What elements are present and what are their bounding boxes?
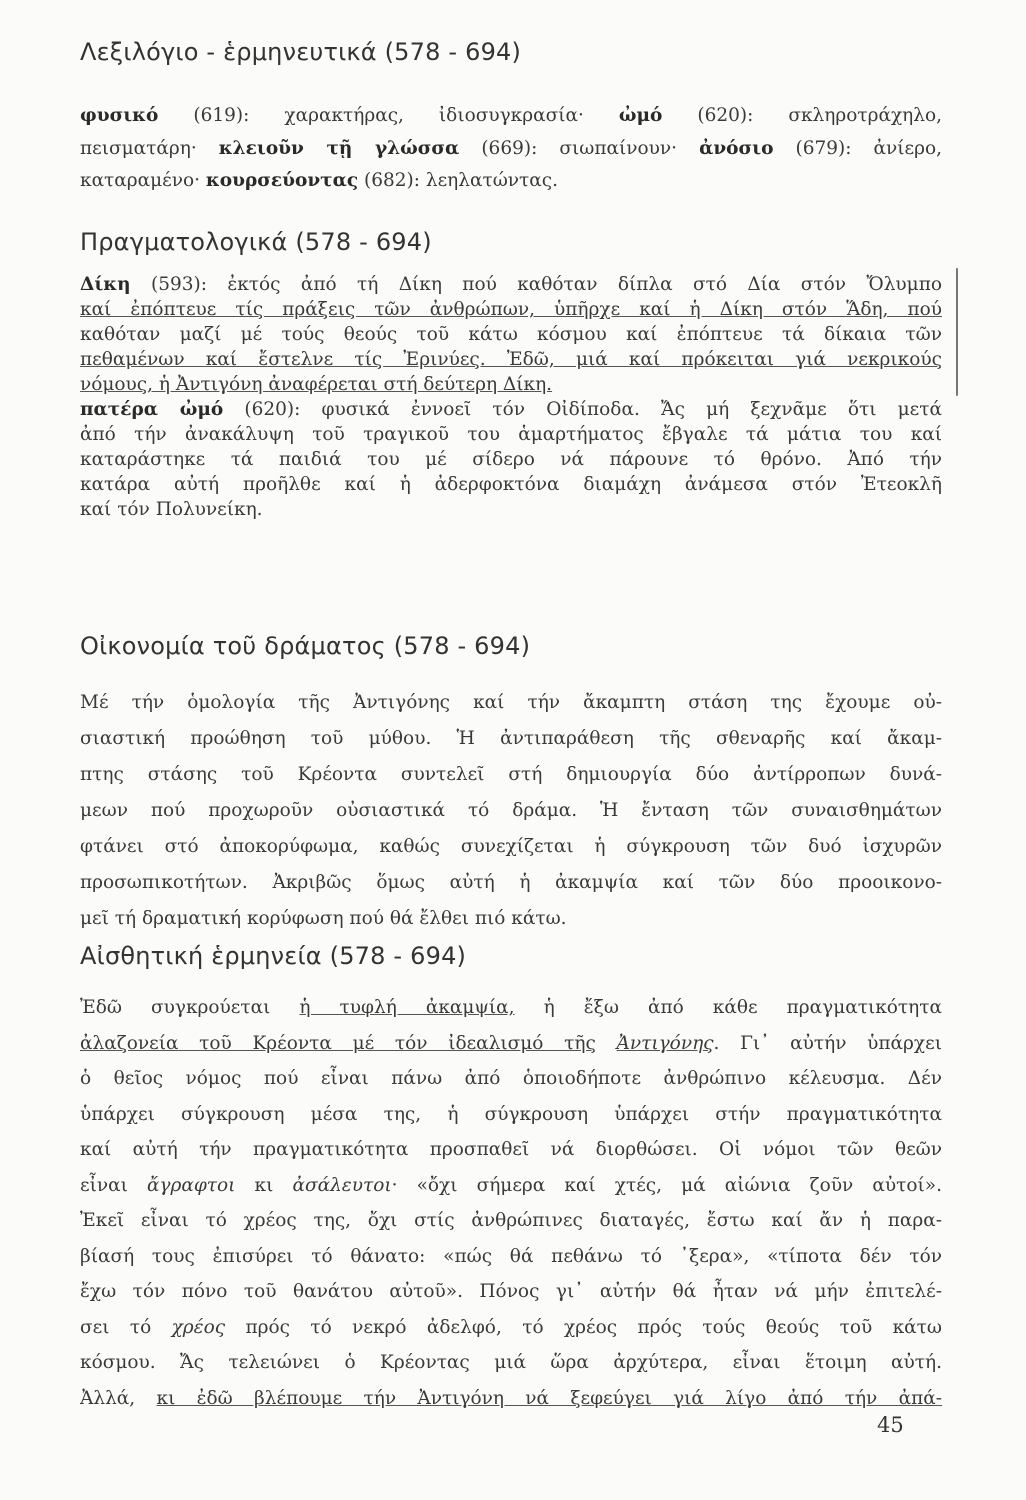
text-line: ὑπάρχει σύγκρουση μέσα της, ἡ σύγκρουση ὑπάρχει στήν πραγματικότητα — [80, 1103, 942, 1125]
text-line: προσωπικοτήτων. Ἀκριβῶς ὅμως αὐτή ἡ ἀκαμψία καί τῶν δύο προοικονο- — [80, 872, 942, 893]
paragraph-oikonomia — [80, 685, 942, 937]
text-line: καί ἐπόπτευε τίς πράξεις τῶν ἀνθρώπων, ὑπῆρχε καί ἡ Δίκη στόν Ἅδη, πού — [80, 299, 942, 320]
text-line: κατάρα αὐτή προῆλθε καί ἡ ἀδερφοκτόνα διαμάχη ἀνάμεσα στόν Ἐτεοκλῆ — [80, 474, 942, 495]
text-line: ἀπό τήν ἀνακάλυψη τοῦ τραγικοῦ του ἁμαρτήματος ἔβγαλε τά μάτια του καί — [80, 424, 942, 445]
text-line: πτης στάσης τοῦ Κρέοντα συντελεῖ στή δημιουργία δύο ἀντίρροπων δυνά- — [80, 764, 942, 785]
text-line: καταραμένο· κουρσεύοντας (682): λεηλατώντας. — [80, 170, 559, 191]
text-line: νόμους, ἡ Ἀντιγόνη ἀναφέρεται στή δεύτερη Δίκη. — [80, 374, 553, 395]
text-line: πεισματάρη· κλειοῦν τῇ γλώσσα (669): σιωπαίνουν· ἀνόσιο (679): ἀνίερο, — [80, 137, 942, 159]
text-line: εἶναι ἄγραφτοι κι ἀσάλευτοι· «ὄχι σήμερα καί χτές, μά αἰώνια ζοῦν αὐτοί». — [80, 1174, 942, 1196]
heading-aisthitiki: Αἰσθητική ἑρμηνεία (578 - 694) — [80, 942, 467, 970]
text-line: ἔχω τόν πόνο τοῦ θανάτου αὐτοῦ». Πόνος γι᾽ αὐτήν θά ἦταν νά μήν ἐπιτελέ- — [80, 1281, 942, 1302]
paragraph-aisthitiki — [80, 990, 942, 1416]
text-line: μεων πού προχωροῦν οὐσιαστικά τό δράμα. Ἡ ἔνταση τῶν συναισθημάτων — [80, 800, 942, 821]
text-line: φυσικό (619): χαρακτήρας, ἰδιοσυγκρασία· ὠμό (620): σκληροτράχηλο, — [80, 105, 942, 126]
text-line: καθόταν μαζί μέ τούς θεούς τοῦ κάτω κόσμου καί ἐπόπτευε τά δίκαια τῶν — [80, 324, 942, 345]
paragraph-pragmatologika — [80, 272, 942, 522]
text-line: πεθαμένων καί ἔστελνε τίς Ἐρινύες. Ἐδῶ, μιά καί πρόκειται γιά νεκρικούς — [80, 349, 942, 370]
heading-oikonomia: Οἰκονομία τοῦ δράματος (578 - 694) — [80, 632, 531, 660]
text-line: Δίκη (593): ἐκτός ἀπό τή Δίκη πού καθόταν δίπλα στό Δία στόν Ὄλυμπο — [80, 274, 942, 295]
text-line: Ἐκεῖ εἶναι τό χρέος της, ὄχι στίς ἀνθρώπινες διαταγές, ἔστω καί ἄν ἡ παρα- — [80, 1210, 942, 1231]
text-line: καταράστηκε τά παιδιά του μέ σίδερο νά πάρουνε τό θρόνο. Ἀπό τήν — [80, 449, 942, 470]
text-line: ἀλαζονεία τοῦ Κρέοντα μέ τόν ἰδεαλισμό τῆς Ἀντιγόνης. Γι᾽ αὐτήν ὑπάρχει — [80, 1032, 942, 1054]
text-line: βίασή τους ἐπισύρει τό θάνατο: «πώς θά πεθάνω τό ᾽ξερα», «τίποτα δέν τόν — [80, 1245, 942, 1267]
page-number: 45 — [877, 1413, 904, 1437]
text-line: Μέ τήν ὁμολογία τῆς Ἀντιγόνης καί τήν ἄκαμπτη στάση της ἔχουμε οὐ- — [80, 692, 942, 713]
text-line: καί τόν Πολυνείκη. — [80, 499, 263, 520]
text-line: σιαστική προώθηση τοῦ μύθου. Ἡ ἀντιπαράθεση τῆς σθεναρῆς καί ἄκαμ- — [80, 728, 942, 749]
text-line: καί αὐτή τήν πραγματικότητα προσπαθεῖ νά διορθώσει. Οἱ νόμοι τῶν θεῶν — [80, 1139, 942, 1160]
margin-bracket-mark — [956, 268, 961, 396]
text-line: φτάνει στό ἀποκορύφωμα, καθώς συνεχίζεται ἡ σύγκρουση τῶν δυό ἰσχυρῶν — [80, 836, 942, 857]
paragraph-lexilogio — [80, 100, 942, 198]
heading-pragmatologika: Πραγματολογικά (578 - 694) — [80, 228, 432, 256]
text-line: Ἀλλά, κι ἐδῶ βλέπουμε τήν Ἀντιγόνη νά ξεφεύγει γιά λίγο ἀπό τήν ἀπά- — [80, 1387, 942, 1409]
text-line: μεῖ τή δραματική κορύφωση πού θά ἔλθει πιό κάτω. — [80, 908, 567, 929]
text-line: κόσμου. Ἄς τελειώνει ὁ Κρέοντας μιά ὥρα ἀρχύτερα, εἶναι ἕτοιμη αὐτή. — [80, 1352, 942, 1373]
text-line: πατέρα ὠμό (620): φυσικά ἐννοεῖ τόν Οἰδίποδα. Ἄς μή ξεχνᾶμε ὅτι μετά — [80, 399, 942, 420]
text-line: ὁ θεῖος νόμος πού εἶναι πάνω ἀπό ὁποιοδήποτε ἀνθρώπινο κέλευσμα. Δέν — [80, 1068, 942, 1089]
heading-lexilogio: Λεξιλόγιο - ἑρμηνευτικά (578 - 694) — [80, 38, 522, 66]
text-line: Ἐδῶ συγκρούεται ἡ τυφλή ἀκαμψία, ἡ ἔξω ἀπό κάθε πραγματικότητα — [80, 997, 942, 1018]
text-line: σει τό χρέος πρός τό νεκρό ἀδελφό, τό χρέος πρός τούς θεούς τοῦ κάτω — [80, 1316, 942, 1338]
